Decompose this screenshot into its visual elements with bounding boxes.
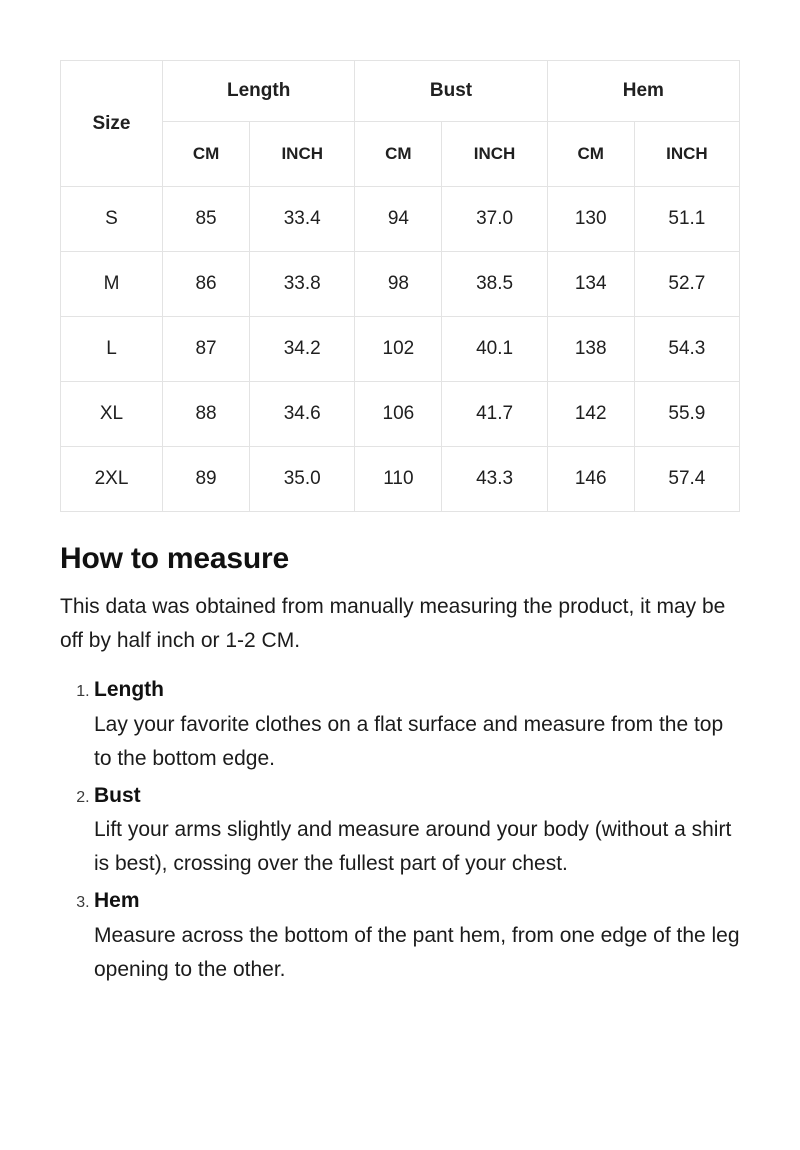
cell-hem-inch: 51.1 xyxy=(634,187,739,252)
cell-length-cm: 89 xyxy=(163,447,250,512)
size-chart-table xyxy=(60,60,740,512)
cell-size: L xyxy=(61,317,163,382)
header-unit-hem-inch: INCH xyxy=(634,122,739,187)
cell-length-inch: 34.6 xyxy=(250,382,355,447)
cell-length-cm: 86 xyxy=(163,252,250,317)
header-unit-bust-cm: CM xyxy=(355,122,442,187)
list-item xyxy=(94,780,740,882)
cell-bust-cm: 94 xyxy=(355,187,442,252)
cell-bust-inch: 40.1 xyxy=(442,317,547,382)
step-title: 1. Length xyxy=(94,678,164,702)
cell-size: M xyxy=(61,252,163,317)
header-unit-length-inch: INCH xyxy=(250,122,355,187)
cell-length-cm: 87 xyxy=(163,317,250,382)
header-size: Size xyxy=(61,61,163,187)
cell-size: XL xyxy=(61,382,163,447)
list-item xyxy=(94,674,740,776)
table-row xyxy=(61,252,740,317)
cell-bust-inch: 43.3 xyxy=(442,447,547,512)
cell-hem-inch: 57.4 xyxy=(634,447,739,512)
cell-bust-cm: 102 xyxy=(355,317,442,382)
cell-size: S xyxy=(61,187,163,252)
cell-hem-cm: 146 xyxy=(547,447,634,512)
cell-bust-inch: 37.0 xyxy=(442,187,547,252)
cell-length-cm: 85 xyxy=(163,187,250,252)
cell-hem-cm: 130 xyxy=(547,187,634,252)
cell-hem-cm: 134 xyxy=(547,252,634,317)
header-group-hem: Hem xyxy=(547,61,739,122)
cell-length-inch: 35.0 xyxy=(250,447,355,512)
step-body: Measure across the bottom of the pant hem, from one edge of the leg opening to the other. xyxy=(94,923,740,981)
cell-length-inch: 33.8 xyxy=(250,252,355,317)
header-unit-hem-cm: CM xyxy=(547,122,634,187)
cell-size: 2XL xyxy=(61,447,163,512)
header-unit-bust-inch: INCH xyxy=(442,122,547,187)
cell-length-inch: 33.4 xyxy=(250,187,355,252)
table-row xyxy=(61,447,740,512)
table-header-row-groups xyxy=(61,61,740,122)
header-group-bust: Bust xyxy=(355,61,547,122)
step-body: Lift your arms slightly and measure around your body (without a shirt is best), crossing over the fullest part of your chest. xyxy=(94,818,732,876)
measure-steps-list xyxy=(60,674,740,987)
list-item xyxy=(94,885,740,987)
cell-hem-inch: 52.7 xyxy=(634,252,739,317)
table-row xyxy=(61,317,740,382)
cell-hem-cm: 142 xyxy=(547,382,634,447)
table-header-row-units xyxy=(61,122,740,187)
cell-bust-inch: 41.7 xyxy=(442,382,547,447)
cell-bust-inch: 38.5 xyxy=(442,252,547,317)
how-to-measure-intro: This data was obtained from manually measuring the product, it may be off by half inch or 1-2 CM. xyxy=(60,595,726,653)
cell-bust-cm: 106 xyxy=(355,382,442,447)
cell-length-inch: 34.2 xyxy=(250,317,355,382)
cell-hem-inch: 54.3 xyxy=(634,317,739,382)
cell-length-cm: 88 xyxy=(163,382,250,447)
step-title: 3. Hem xyxy=(94,889,140,913)
header-unit-length-cm: CM xyxy=(163,122,250,187)
how-to-measure-title: How to measure xyxy=(60,542,289,575)
step-title: 2. Bust xyxy=(94,783,141,807)
cell-hem-cm: 138 xyxy=(547,317,634,382)
cell-bust-cm: 110 xyxy=(355,447,442,512)
size-chart-header xyxy=(61,61,740,187)
cell-hem-inch: 55.9 xyxy=(634,382,739,447)
cell-bust-cm: 98 xyxy=(355,252,442,317)
header-group-length: Length xyxy=(163,61,355,122)
table-row xyxy=(61,382,740,447)
table-row xyxy=(61,187,740,252)
step-body: Lay your favorite clothes on a flat surface and measure from the top to the bottom edge. xyxy=(94,712,724,770)
size-chart-body xyxy=(61,187,740,512)
